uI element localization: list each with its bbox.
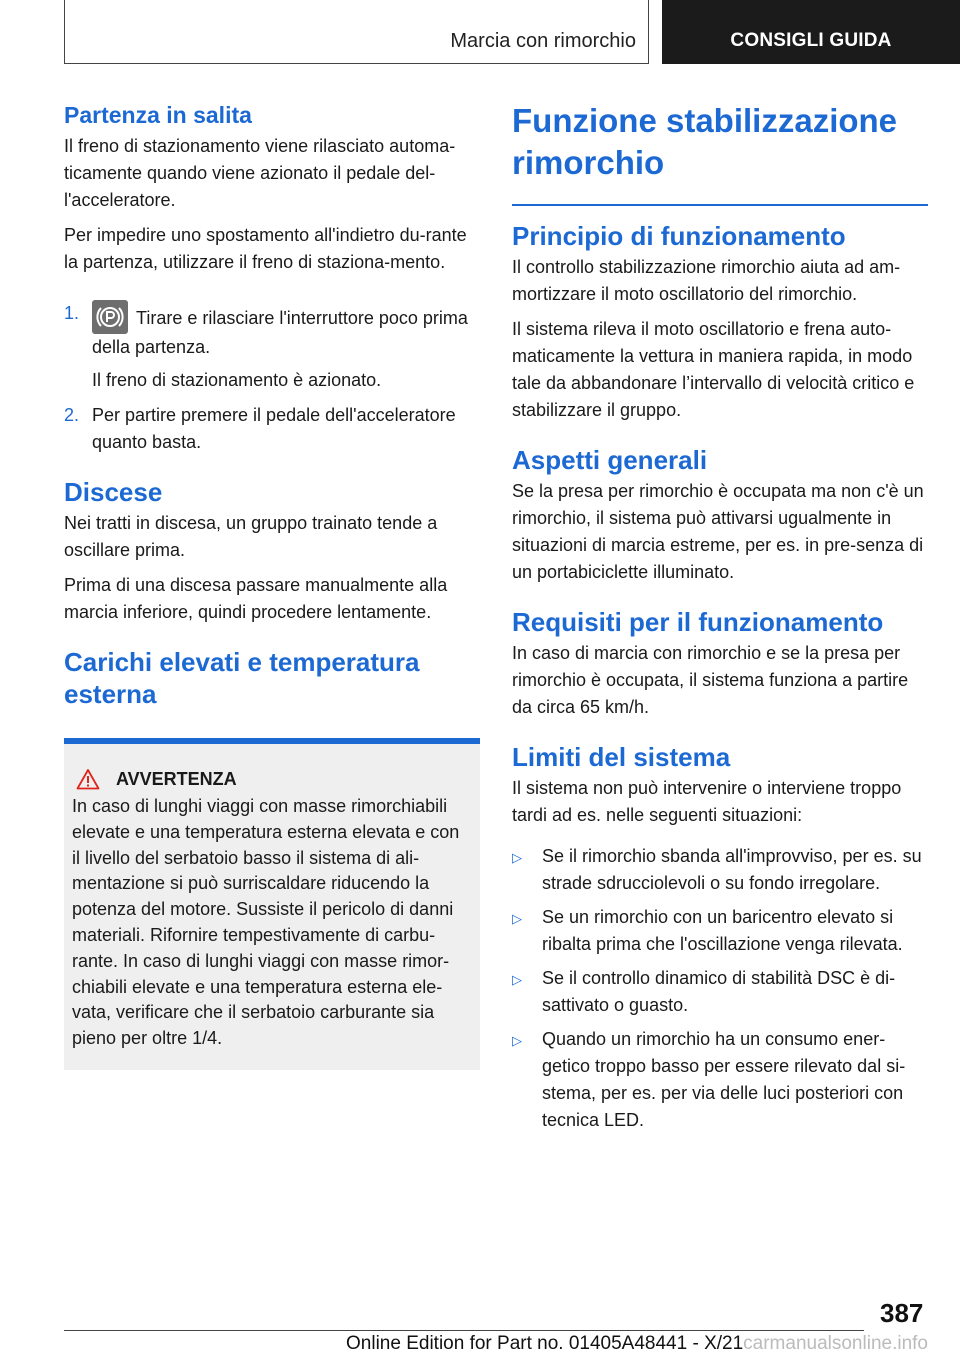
list-item bbox=[512, 843, 928, 897]
bullet-triangle-icon: ▷ bbox=[512, 911, 522, 926]
left-column bbox=[64, 100, 480, 1070]
footer-edition bbox=[64, 1333, 928, 1355]
heading-carichi: Carichi elevati e temperatura esterna bbox=[64, 647, 420, 709]
list-item bbox=[512, 965, 928, 1019]
bullet-triangle-icon: ▷ bbox=[512, 850, 522, 865]
step-number: 1. bbox=[64, 303, 80, 323]
paragraph: Il freno di stazionamento viene rilasciato automa-ticamente quando viene azionato il pedale del-l'acceleratore. bbox=[64, 136, 456, 210]
step-text: Tirare e rilasciare l'interruttore poco prima della partenza. bbox=[92, 308, 468, 357]
list-item-text: Quando un rimorchio ha un consumo ener-getico troppo basso per essere rilevato dal si-stema, per es. per via delle luci posteriori con tecnica LED. bbox=[542, 1029, 906, 1130]
section-tab: CONSIGLI GUIDA bbox=[662, 0, 960, 64]
heading-main: Funzione stabilizzazione rimorchio bbox=[512, 102, 898, 181]
warning-box bbox=[64, 744, 480, 1070]
bullet-triangle-icon: ▷ bbox=[512, 1033, 522, 1048]
paragraph: In caso di marcia con rimorchio e se la presa per rimorchio è occupata, il sistema funziona a partire da circa 65 km/h. bbox=[512, 643, 909, 717]
list-item-text: Se un rimorchio con un baricentro elevato si ribalta prima che l'oscillazione venga rilevata. bbox=[542, 907, 903, 954]
warning-text: In caso di lunghi viaggi con masse rimorchiabili elevate e una temperatura esterna elevata e con il livello del serbatoio basso il sistema di ali-mentazione si può surriscaldare riducendo la potenza del motore. Sussiste il pericolo di danni materiali. Rifornire tempestivamente di carbu-rante. In caso di lunghi viaggi con masse rimor-chiabili elevate e una temperatura esterna ele-vata, verificare che il serbatoio carburante sia pieno per oltre 1/4. bbox=[72, 796, 460, 1049]
paragraph: Il sistema non può intervenire o interviene troppo tardi ad es. nelle seguenti situazioni: bbox=[512, 778, 902, 825]
warning-title: AVVERTENZA bbox=[116, 768, 237, 789]
step-number: 2. bbox=[64, 405, 80, 425]
right-column bbox=[512, 100, 928, 1141]
paragraph: Per impedire uno spostamento all'indietro du-rante la partenza, utilizzare il freno di staziona-mento. bbox=[64, 225, 467, 272]
paragraph: Il controllo stabilizzazione rimorchio aiuta ad am-mortizzare il moto oscillatorio del rimorchio. bbox=[512, 257, 901, 304]
heading-aspetti: Aspetti generali bbox=[512, 445, 708, 475]
step-item bbox=[64, 402, 480, 456]
watermark: carmanualsonline.info bbox=[743, 1333, 928, 1354]
paragraph: Prima di una discesa passare manualmente alla marcia inferiore, quindi procedere lentamente. bbox=[64, 575, 448, 622]
header-rule-bottom bbox=[64, 63, 649, 64]
parking-brake-icon bbox=[92, 300, 128, 334]
paragraph: Nei tratti in discesa, un gruppo trainato tende a oscillare prima. bbox=[64, 513, 438, 560]
paragraph: Se la presa per rimorchio è occupata ma non c'è un rimorchio, il sistema può attivarsi ugualmente in situazioni di marcia estreme, per es. in pre-senza di un portabiciclette illuminato. bbox=[512, 481, 924, 582]
heading-discese: Discese bbox=[64, 477, 163, 507]
heading-limiti: Limiti del sistema bbox=[512, 742, 731, 772]
warning-triangle-icon bbox=[76, 768, 100, 790]
heading-requisiti: Requisiti per il funzionamento bbox=[512, 607, 884, 637]
header-rule-middle bbox=[648, 0, 649, 64]
list-item-text: Se il controllo dinamico di stabilità DSC è di-sattivato o guasto. bbox=[542, 968, 896, 1015]
bullet-triangle-icon: ▷ bbox=[512, 972, 522, 987]
step-result: Il freno di stazionamento è azionato. bbox=[92, 370, 382, 390]
page-number: 387 bbox=[880, 1298, 924, 1328]
heading-rule bbox=[512, 204, 928, 206]
step-item bbox=[64, 300, 480, 361]
heading-principio: Principio di funzionamento bbox=[512, 221, 846, 251]
paragraph: Il sistema rileva il moto oscillatorio e frena auto-maticamente la vettura in maniera rapida, in modo tale da abbandonare l’intervallo di velocità critico e stabilizzare il gruppo. bbox=[512, 319, 915, 420]
heading-partenza: Partenza in salita bbox=[64, 102, 252, 128]
step-text: Per partire premere il pedale dell'acceleratore quanto basta. bbox=[92, 405, 456, 452]
chapter-title: Marcia con rimorchio bbox=[450, 30, 636, 52]
list-item bbox=[512, 904, 928, 958]
list-item-text: Se il rimorchio sbanda all'improvviso, per es. su strade sdrucciolevoli o su fondo irregolare. bbox=[542, 846, 922, 893]
edition-text: Online Edition for Part no. 01405A48441 - X/21 bbox=[346, 1333, 744, 1354]
footer-rule bbox=[64, 1330, 864, 1331]
list-item bbox=[512, 1026, 928, 1134]
